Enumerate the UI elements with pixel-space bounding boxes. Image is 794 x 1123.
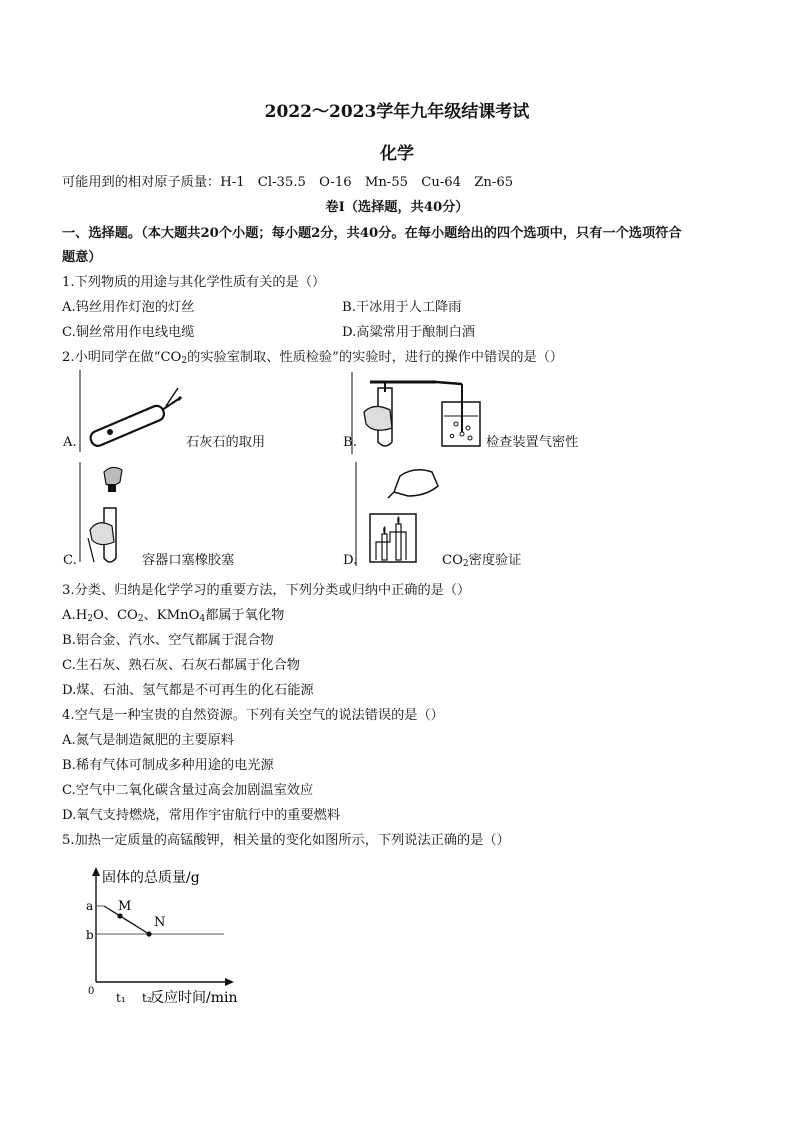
q5-stem: 5.加热一定质量的高锰酸钾，相关量的变化如图所示，下列说法正确的是（） <box>62 833 510 848</box>
subject-title: 化学 <box>380 144 414 164</box>
x-tick-t2: t₂ <box>142 991 152 1005</box>
q3-option-d: D.煤、石油、氢气都是不可再生的化石能源 <box>62 683 314 698</box>
q2-option-c-caption: 容器口塞橡胶塞 <box>142 553 235 568</box>
q5-mass-time-chart <box>84 862 284 1012</box>
q2-option-d-letter: D. <box>343 553 358 568</box>
q3-option-a: $A.H_2O$、$CO_2$、KMnO$_4$都属于氧化物 <box>62 608 285 624</box>
q1-option-d: D.高粱常用于酿制白酒 <box>342 325 475 340</box>
y-tick-b: b <box>86 928 94 942</box>
y-axis-label: 固体的总质量/g <box>102 870 200 886</box>
q2-option-a-letter: A. <box>63 435 77 450</box>
q2-option-d-caption: $CO_2$密度验证 <box>442 553 522 569</box>
q1-option-b: B.干冰用于人工降雨 <box>342 300 462 315</box>
q4-option-a: A.氮气是制造氮肥的主要原料 <box>62 733 234 748</box>
q2-option-c-letter: C. <box>63 553 77 568</box>
point-n <box>146 931 151 936</box>
point-m-label: M <box>118 899 132 914</box>
section-heading-line1: 一、选择题。（本大题共20个小题；每小题2分，共40分。在每小题给出的四个选项中，只有一个选项符合 <box>62 226 682 241</box>
q2-option-b-letter: B. <box>343 435 357 450</box>
x-axis-arrow <box>225 978 234 986</box>
q2-figure-d-candles <box>354 462 444 570</box>
y-axis-arrow <box>92 867 100 876</box>
x-axis-label: 反应时间/min <box>150 990 238 1006</box>
point-m <box>117 913 122 918</box>
atomic-masses: 可能用到的相对原子质量：H-1 Cl-35.5 O-16 Mn-55 Cu-64 Zn-65 <box>62 175 514 190</box>
q4-option-b: B.稀有气体可制成多种用途的电光源 <box>62 758 274 773</box>
q1-stem: 1.下列物质的用途与其化学性质有关的是（） <box>62 275 326 290</box>
y-tick-a: a <box>86 899 94 913</box>
q1-option-c: C.铜丝常用作电线电缆 <box>62 325 195 340</box>
q3-option-c: C.生石灰、熟石灰、石灰石都属于化合物 <box>62 658 300 673</box>
section-heading-line2: 题意） <box>62 250 102 265</box>
q1-option-a: A.钨丝用作灯泡的灯丝 <box>62 300 195 315</box>
exam-title: 2022～2023学年九年级结课考试 <box>264 102 530 122</box>
q3-stem: 3.分类、归纳是化学学习的重要方法，下列分类或归纳中正确的是（） <box>62 583 471 598</box>
q4-option-d: D.氧气支持燃烧，常用作宇宙航行中的重要燃料 <box>62 808 341 823</box>
q2-option-a-caption: 石灰石的取用 <box>186 435 266 450</box>
q4-option-c: C.空气中二氧化碳含量过高会加剧温室效应 <box>62 783 314 798</box>
volume-heading: 卷I（选择题，共40分） <box>325 200 469 215</box>
q3-option-b: B.铝合金、汽水、空气都属于混合物 <box>62 633 274 648</box>
q2-stem: 2.小明同学在做“$CO_2$的实验室制取、性质检验”的实验时，进行的操作中错误的是（） <box>62 350 564 366</box>
q2-option-b-caption: 检查装置气密性 <box>486 435 579 450</box>
q2-figure-b-airtight-check <box>350 372 485 454</box>
x-tick-t1: t₁ <box>116 991 126 1005</box>
point-n-label: N <box>154 915 166 930</box>
origin-label: 0 <box>88 986 95 997</box>
q4-stem: 4.空气是一种宝贵的自然资源。下列有关空气的说法错误的是（） <box>62 708 444 723</box>
